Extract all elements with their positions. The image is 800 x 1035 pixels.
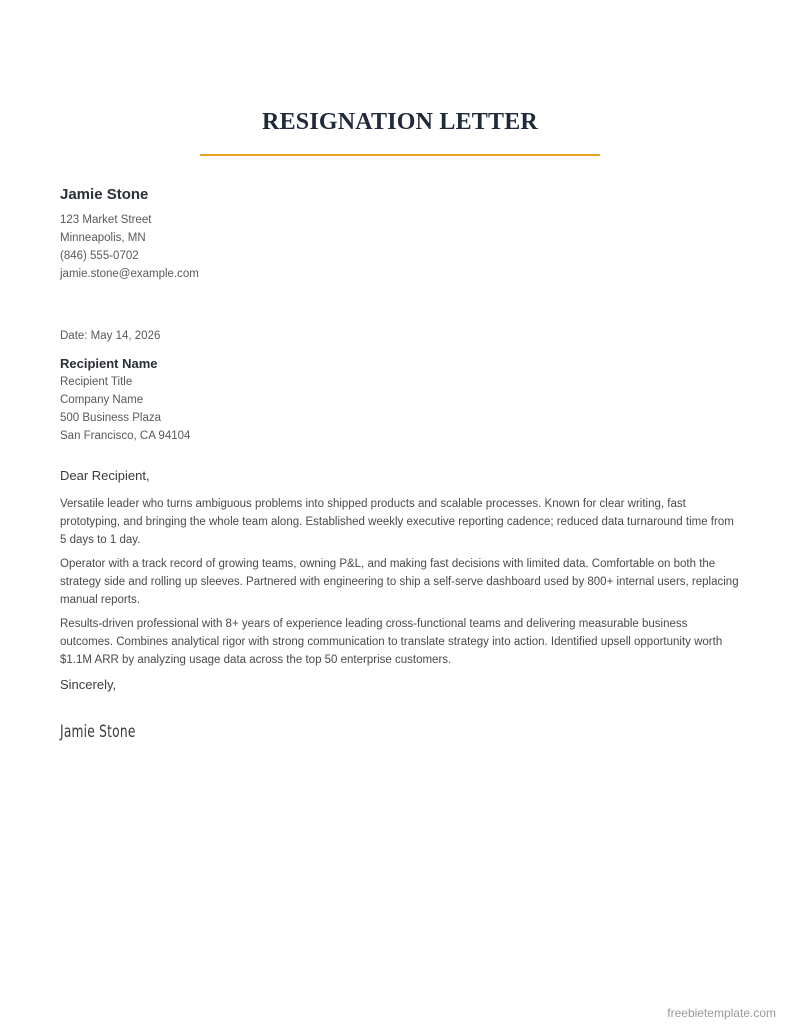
recipient-title: Recipient Title [60, 376, 133, 388]
footer-source-text: freebietemplate.com [667, 1006, 776, 1020]
sender-address: 123 Market Street [60, 214, 152, 226]
body-paragraph: Versatile leader who turns ambiguous problems into shipped products and scalable processes. Known for clear writing, fast prototyping, and bringing the whole team along. Established weekly executive reporting cadence; reduced data turnaround time from 5 days to 1 day. [60, 498, 734, 546]
title-divider [200, 154, 600, 156]
page-title: RESIGNATION LETTER [262, 109, 538, 135]
recipient-company: Company Name [60, 394, 144, 406]
body-paragraph: Operator with a track record of growing teams, owning P&L, and making fast decisions with limited data. Comfortable on both the strategy side and rolling up sleeves. Partnered with engineering to ship a self-serve dashboard used by 800+ internal users, replacing manual reports. [60, 558, 739, 606]
recipient-name: Recipient Name [60, 356, 158, 371]
sender-phone: (846) 555-0702 [60, 250, 139, 262]
recipient-address: 500 Business Plaza [60, 412, 162, 424]
handwritten-signature: Jamie Stone [60, 722, 136, 742]
sender-block [60, 184, 740, 283]
letter-greeting: Dear Recipient, [60, 468, 150, 483]
recipient-block [60, 354, 740, 445]
body-paragraph: Results-driven professional with 8+ years of experience leading cross-functional teams and delivering measurable business outcomes. Combines analytical rigor with strong communication to translate strategy into action. Identified upsell opportunity worth $1.1M ARR by analyzing usage data across the top 50 enterprise customers. [60, 618, 723, 666]
letter-closing: Sincerely, [60, 677, 117, 692]
sender-name: Jamie Stone [60, 186, 149, 203]
recipient-city: San Francisco, CA 94104 [60, 430, 191, 442]
letter-date: Date: May 14, 2026 [60, 330, 161, 342]
sender-city: Minneapolis, MN [60, 232, 146, 244]
letter-body [60, 495, 740, 675]
sender-email: jamie.stone@example.com [60, 268, 199, 280]
